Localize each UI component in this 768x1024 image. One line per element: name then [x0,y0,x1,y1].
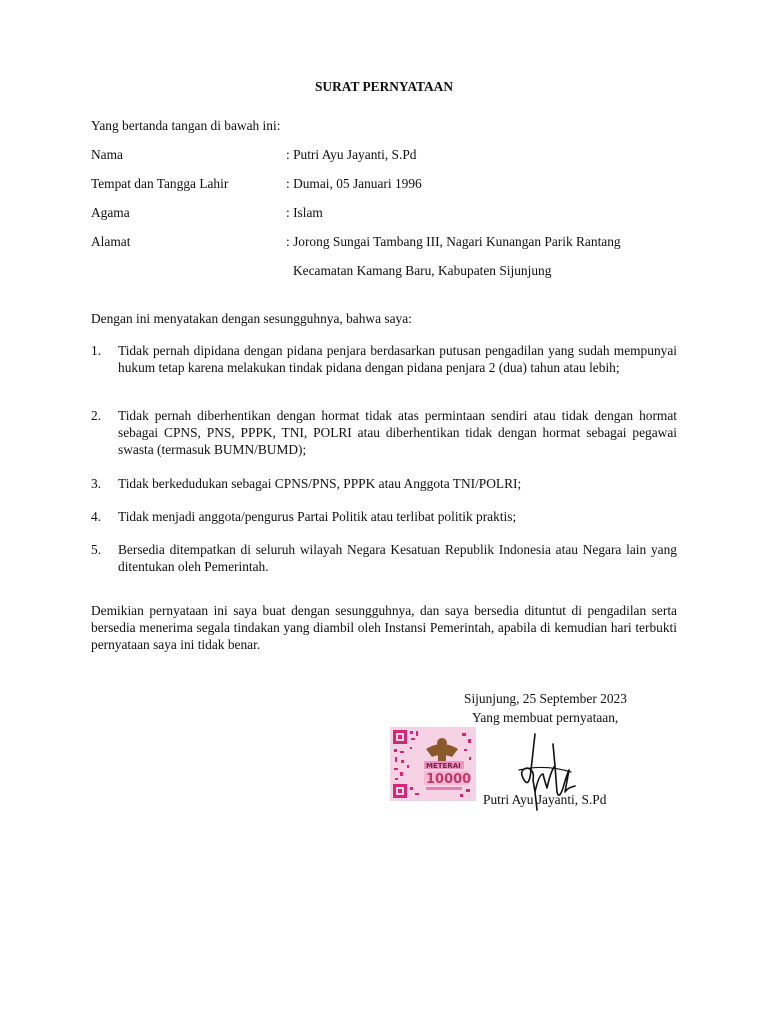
meterai-value: 10000 [426,772,472,787]
list-item [91,541,677,575]
field-label-religion: Agama [91,205,130,220]
field-label-address: Alamat [91,234,131,249]
list-item-text: Tidak berkedudukan sebagai CPNS/PNS, PPPK atau Anggota TNI/POLRI; [118,476,522,491]
list-item [91,407,677,458]
meterai-label: METERAI [426,762,461,770]
field-value-religion: : Islam [286,205,323,220]
intro-text: Yang bertanda tangan di bawah ini: [91,118,281,133]
list-item-number: 3. [91,476,102,491]
signature-name: Putri Ayu Jayanti, S.Pd [483,792,607,807]
meterai-stamp-icon [390,727,476,801]
field-value-name: : Putri Ayu Jayanti, S.Pd [286,147,417,162]
signature-place-date: Sijunjung, 25 September 2023 [464,691,627,706]
list-item-text: Bersedia ditempatkan di seluruh wilayah Negara Kesatuan Republik Indonesia atau Negara lain yang ditentukan oleh Pemerintah. [118,542,677,574]
field-value-address-line2: Kecamatan Kamang Baru, Kabupaten Sijunjung [293,263,552,278]
field-label-name: Nama [91,147,123,162]
list-item [91,475,677,492]
closing-paragraph: Demikian pernyataan ini saya buat dengan sesungguhnya, dan saya bersedia dituntut di pengadilan serta bersedia menerima segala tindakan yang diambil oleh Instansi Pemerintah, apabila di kemudian hari terbukti pernyataan saya ini tidak benar. [91,603,677,652]
list-item-text: Tidak menjadi anggota/pengurus Partai Politik atau terlibat politik praktis; [118,509,517,524]
field-label-birth: Tempat dan Tangga Lahir [91,176,229,191]
field-value-address: : Jorong Sungai Tambang III, Nagari Kunangan Parik Rantang [286,234,621,249]
field-value-birth: : Dumai, 05 Januari 1996 [286,176,422,191]
declaration-intro: Dengan ini menyatakan dengan sesungguhnya, bahwa saya: [91,311,412,326]
list-item-text: Tidak pernah diberhentikan dengan hormat tidak atas permintaan sendiri atau tidak dengan hormat sebagai CPNS, PNS, PPPK, TNI, POLRI atau diberhentikan tidak dengan hormat sebagai pegawai swasta (termasuk BUMN/BUMD); [118,408,677,457]
document-title: SURAT PERNYATAAN [314,79,454,94]
list-item-text: Tidak pernah dipidana dengan pidana penjara berdasarkan putusan pengadilan yang sudah mempunyai hukum tetap karena melakukan tindak pidana dengan pidana penjara 2 (dua) tahun atau lebih; [118,343,677,375]
list-item [91,508,677,525]
list-item-number: 1. [91,343,102,358]
list-item-number: 4. [91,509,102,524]
list-item-number: 2. [91,408,102,423]
list-item-number: 5. [91,542,102,557]
signature-role: Yang membuat pernyataan, [472,710,619,725]
list-item [91,342,677,376]
